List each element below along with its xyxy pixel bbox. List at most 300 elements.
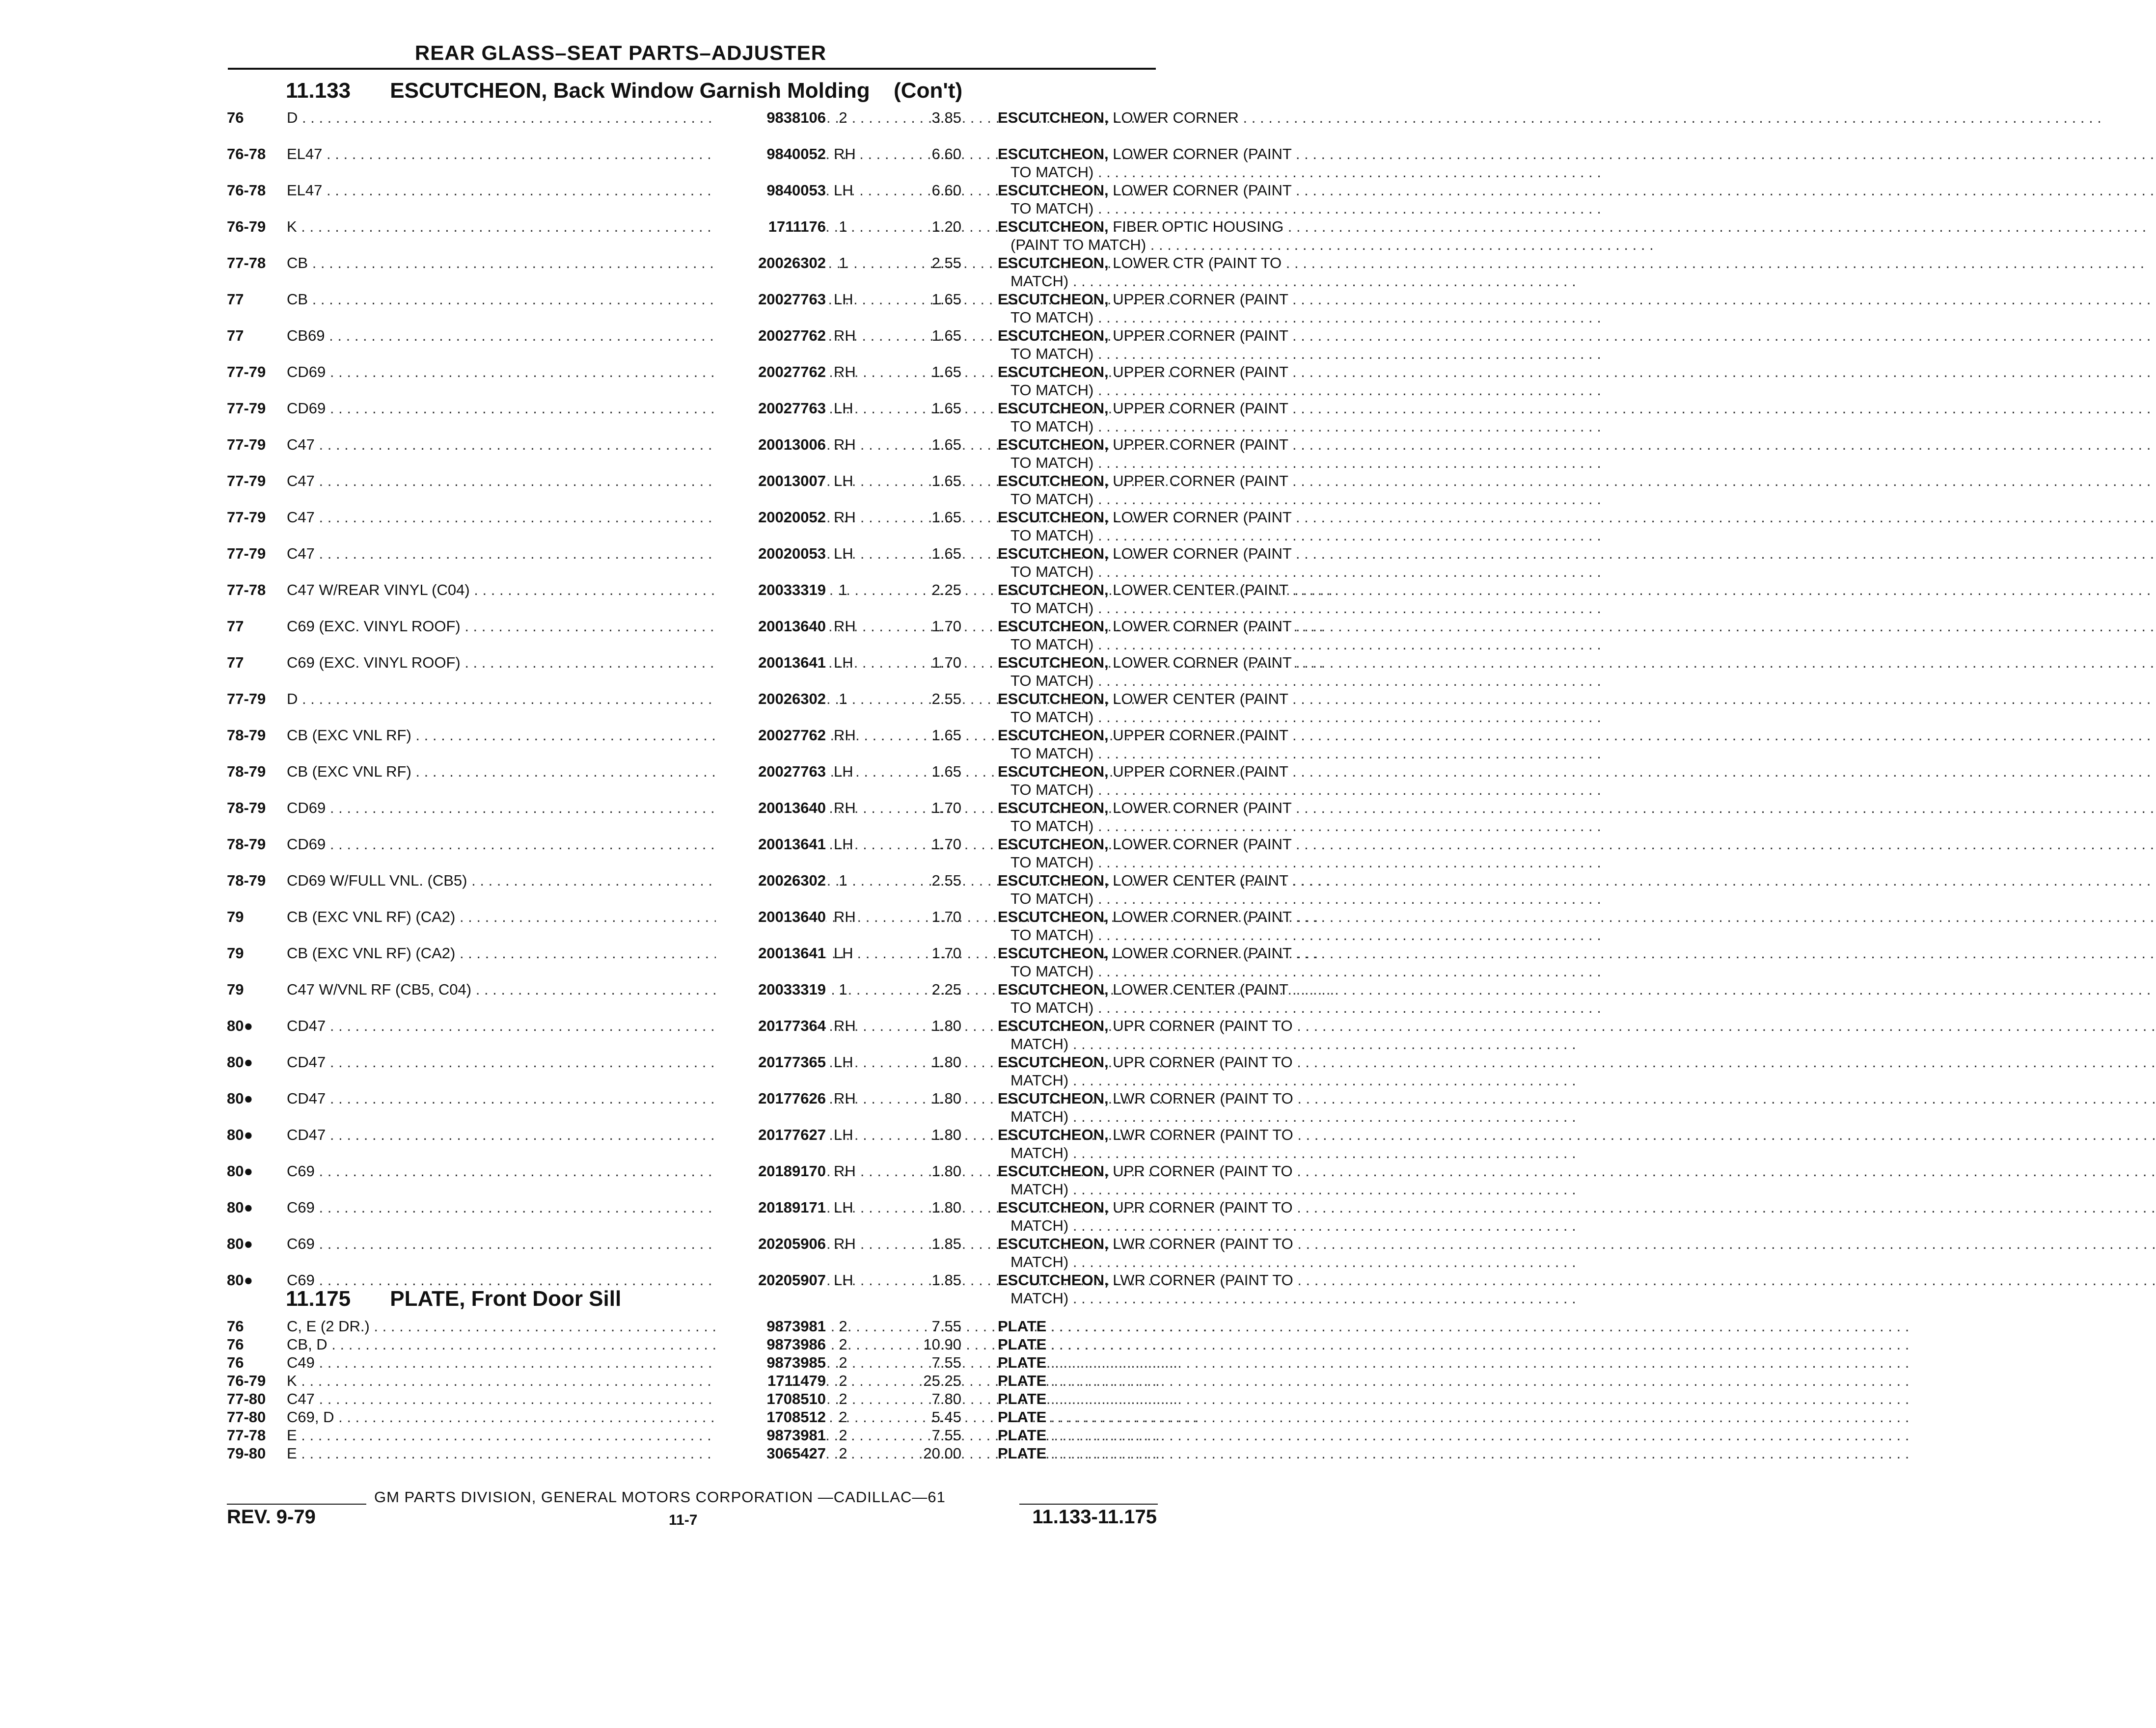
part-name: ESCUTCHEON, xyxy=(998,1235,1109,1252)
part-name: ESCUTCHEON, xyxy=(998,618,1109,635)
price-cell: 1.70 xyxy=(931,654,961,671)
section-heading-bold: PLATE, xyxy=(390,1287,465,1311)
part-name: ESCUTCHEON, xyxy=(998,509,1109,526)
table-row xyxy=(227,109,1239,145)
price-cell: 1.65 xyxy=(931,545,961,562)
part-number-cell: 20026302 xyxy=(716,254,826,272)
part-number-cell: 20177365 xyxy=(716,1053,826,1071)
price-cell: 1.65 xyxy=(931,400,961,417)
part-description-continued: TO MATCH) . . . xyxy=(1010,599,1377,617)
price-cell: 1.65 xyxy=(931,727,961,744)
quantity-cell: 1 xyxy=(839,254,847,271)
model-cell: CB (EXC VNL RF) (CA2) . . . xyxy=(287,945,774,962)
table-row xyxy=(227,254,1282,291)
year-cell: 77-78 xyxy=(227,1427,266,1444)
table-row xyxy=(227,945,1292,981)
quantity-cell: LH xyxy=(834,545,853,562)
part-description: UPR CORNER (PAINT TO xyxy=(1113,1053,1293,1071)
part-description-continued: TO MATCH) . . . xyxy=(1010,745,1377,762)
section-number: 11.175 xyxy=(286,1287,351,1311)
part-description-continued: MATCH) . . . xyxy=(1010,1144,1377,1162)
year-cell: 77-78 xyxy=(227,254,266,271)
part-name: ESCUTCHEON, xyxy=(998,1271,1109,1289)
part-name: PLATE xyxy=(998,1372,1047,1389)
year-cell: 76-79 xyxy=(227,218,266,235)
part-name: PLATE xyxy=(998,1427,1047,1444)
part-number-cell: 20205907 xyxy=(716,1271,826,1289)
table-row xyxy=(227,291,1288,327)
page-title: REAR GLASS–SEAT PARTS–ADJUSTER xyxy=(414,41,827,64)
part-name-cell xyxy=(998,509,1377,526)
quantity-cell: 2 xyxy=(839,109,847,126)
part-number-cell: 20177626 xyxy=(716,1090,826,1107)
part-name-cell xyxy=(998,1372,1377,1390)
year-cell: 77-79 xyxy=(227,509,266,526)
quantity-cell: LH xyxy=(834,1271,853,1289)
year-cell: 76 xyxy=(227,1336,244,1353)
year-cell: 79-80 xyxy=(227,1445,266,1462)
quantity-cell: RH xyxy=(834,1162,856,1180)
price-cell: 2.55 xyxy=(931,254,961,271)
year-cell: 76 xyxy=(227,1318,244,1335)
price-cell: 1.70 xyxy=(931,945,961,962)
part-name-cell xyxy=(998,654,1377,672)
part-description-continued: TO MATCH) . . . xyxy=(1010,854,1377,871)
section-heading-note: (Con't) xyxy=(894,79,963,103)
section-number: 11.133 xyxy=(286,79,351,103)
model-cell: C47 . . . xyxy=(287,1390,774,1408)
price-cell: 1.65 xyxy=(931,363,961,380)
model-cell: C47 W/VNL RF (CB5, C04) . . . xyxy=(287,981,774,999)
part-description: LOWER CORNER (PAINT xyxy=(1113,145,1292,162)
quantity-cell: 1 xyxy=(839,872,847,889)
plate-parts-list xyxy=(227,1318,1160,1463)
part-name-cell xyxy=(998,1017,1377,1035)
model-cell: C69, D . . . xyxy=(287,1408,774,1426)
part-description: UPPER CORNER (PAINT xyxy=(1113,727,1288,744)
price-cell: 1.65 xyxy=(931,436,961,453)
price-cell: 1.20 xyxy=(931,218,961,235)
model-cell: C69 . . . xyxy=(287,1162,774,1180)
part-name: PLATE xyxy=(998,1445,1047,1462)
year-cell: 80● xyxy=(227,1271,253,1289)
part-number-cell: 20027762 xyxy=(716,363,826,381)
part-name: ESCUTCHEON, xyxy=(998,182,1109,199)
part-number-cell: 20177627 xyxy=(716,1126,826,1144)
part-number-cell: 1711479 xyxy=(716,1372,826,1390)
part-description-continued: TO MATCH) . . . xyxy=(1010,708,1377,726)
model-cell: C47 . . . xyxy=(287,436,774,454)
price-cell: 3.85 xyxy=(931,109,961,126)
part-name: ESCUTCHEON, xyxy=(998,1090,1109,1107)
price-cell: 1.85 xyxy=(931,1271,961,1289)
model-cell: C69 . . . xyxy=(287,1199,774,1216)
quantity-cell: RH xyxy=(834,1090,856,1107)
model-cell: CD47 . . . xyxy=(287,1126,774,1144)
part-number-cell: 20013640 xyxy=(716,799,826,817)
year-cell: 77 xyxy=(227,654,244,671)
quantity-cell: 2 xyxy=(839,1408,847,1426)
model-cell: CD47 . . . xyxy=(287,1090,774,1107)
part-number-cell: 20013641 xyxy=(716,836,826,853)
year-cell: 77-78 xyxy=(227,581,266,598)
part-name: ESCUTCHEON, xyxy=(998,218,1109,235)
model-cell: C, E (2 DR.) . . . xyxy=(287,1318,774,1335)
price-cell: 6.60 xyxy=(931,182,961,199)
part-description: LOWER CORNER (PAINT xyxy=(1113,545,1292,562)
part-description-continued: TO MATCH) . . . xyxy=(1010,890,1377,908)
price-cell: 1.65 xyxy=(931,472,961,489)
part-name-cell xyxy=(998,182,1377,199)
part-description: LOWER CORNER (PAINT xyxy=(1113,836,1292,853)
quantity-cell: 2 xyxy=(839,1427,847,1444)
part-description-continued: MATCH) . . . xyxy=(1010,1035,1377,1053)
table-row xyxy=(227,1445,1160,1463)
model-cell: C47 . . . xyxy=(287,509,774,526)
part-number-cell: 9873981 xyxy=(716,1318,826,1335)
part-number-cell: 9840052 xyxy=(716,145,826,163)
part-name: PLATE xyxy=(998,1354,1047,1371)
part-name: ESCUTCHEON, xyxy=(998,436,1109,453)
model-cell: EL47 . . . xyxy=(287,182,774,199)
part-description-continued: (PAINT TO MATCH) . . . xyxy=(1010,236,1377,254)
year-cell: 80● xyxy=(227,1053,253,1071)
table-row xyxy=(227,1162,1293,1199)
part-name-cell xyxy=(998,1427,1377,1444)
part-description: UPR CORNER (PAINT TO xyxy=(1113,1199,1293,1216)
table-row xyxy=(227,1235,1293,1271)
part-name-cell xyxy=(998,436,1377,454)
part-description: LOWER CORNER (PAINT xyxy=(1113,654,1292,671)
part-name-cell xyxy=(998,763,1377,781)
year-cell: 77-80 xyxy=(227,1408,266,1426)
part-description: UPPER CORNER (PAINT xyxy=(1113,436,1288,453)
part-name-cell xyxy=(998,1126,1377,1144)
price-cell: 1.80 xyxy=(931,1090,961,1107)
model-cell: C47 . . . xyxy=(287,472,774,490)
part-number-cell: 20027763 xyxy=(716,291,826,308)
part-name: ESCUTCHEON, xyxy=(998,254,1109,271)
model-cell: CD69 W/FULL VNL. (CB5) . . . xyxy=(287,872,774,890)
price-cell: 1.65 xyxy=(931,763,961,780)
part-number-cell: 1708510 xyxy=(716,1390,826,1408)
year-cell: 77-80 xyxy=(227,1390,266,1407)
part-name: ESCUTCHEON, xyxy=(998,1053,1109,1071)
quantity-cell: 1 xyxy=(839,218,847,235)
part-name: ESCUTCHEON, xyxy=(998,690,1109,707)
quantity-cell: RH xyxy=(834,799,856,816)
part-name-cell xyxy=(998,727,1377,744)
year-cell: 78-79 xyxy=(227,727,266,744)
part-number-cell: 9838106 xyxy=(716,109,826,127)
part-name: ESCUTCHEON, xyxy=(998,109,1109,126)
part-number-cell: 9873986 xyxy=(716,1336,826,1353)
part-description-continued: TO MATCH) . . . xyxy=(1010,563,1377,581)
year-cell: 76 xyxy=(227,1354,244,1371)
year-cell: 80● xyxy=(227,1162,253,1180)
part-name-cell xyxy=(998,581,1377,599)
part-name-cell xyxy=(998,145,1377,163)
part-description-continued: MATCH) . . . xyxy=(1010,1217,1377,1235)
footer-section-range: 11.133-11.175 xyxy=(1032,1506,1157,1528)
price-cell: 1.70 xyxy=(931,908,961,925)
quantity-cell: 2 xyxy=(839,1390,847,1407)
part-name-cell xyxy=(998,1354,1377,1372)
part-description-continued: TO MATCH) . . . xyxy=(1010,999,1377,1017)
part-name-cell xyxy=(998,218,1377,236)
part-name-cell xyxy=(998,363,1377,381)
price-cell: 2.25 xyxy=(931,981,961,998)
part-number-cell: 20013007 xyxy=(716,472,826,490)
part-description: LWR CORNER (PAINT TO xyxy=(1113,1235,1293,1252)
part-name: ESCUTCHEON, xyxy=(998,908,1109,925)
price-cell: 1.80 xyxy=(931,1126,961,1143)
quantity-cell: 1 xyxy=(839,981,847,998)
quantity-cell: RH xyxy=(834,327,856,344)
table-row xyxy=(227,1390,1160,1408)
model-cell: CB (EXC VNL RF) (CA2) . . . xyxy=(287,908,774,926)
quantity-cell: RH xyxy=(834,727,856,744)
part-name: ESCUTCHEON, xyxy=(998,145,1109,162)
section-heading-bold: ESCUTCHEON, xyxy=(390,79,547,103)
table-row xyxy=(227,472,1288,509)
year-cell: 76-79 xyxy=(227,1372,266,1389)
year-cell: 78-79 xyxy=(227,836,266,853)
part-description: LWR CORNER (PAINT TO xyxy=(1113,1090,1293,1107)
part-name: ESCUTCHEON, xyxy=(998,581,1109,598)
footer-page-number: 11-7 xyxy=(669,1512,698,1528)
part-description-continued: TO MATCH) . . . xyxy=(1010,527,1377,544)
year-cell: 77 xyxy=(227,618,244,635)
model-cell: C69 . . . xyxy=(287,1271,774,1289)
price-cell: 6.60 xyxy=(931,145,961,162)
part-number-cell: 20020052 xyxy=(716,509,826,526)
part-name-cell xyxy=(998,690,1377,708)
part-number-cell: 20189171 xyxy=(716,1199,826,1216)
part-name-cell xyxy=(998,1235,1377,1253)
model-cell: CB, D . . . xyxy=(287,1336,774,1353)
year-cell: 79 xyxy=(227,981,244,998)
part-description-continued: TO MATCH) . . . xyxy=(1010,345,1377,363)
part-name-cell xyxy=(998,1408,1377,1426)
part-number-cell: 20033319 xyxy=(716,581,826,599)
table-row xyxy=(227,400,1288,436)
part-description: UPR CORNER (PAINT TO xyxy=(1113,1162,1293,1180)
quantity-cell: 2 xyxy=(839,1336,847,1353)
quantity-cell: RH xyxy=(834,363,856,380)
part-description-continued: TO MATCH) . . . xyxy=(1010,490,1377,508)
part-name-cell xyxy=(998,1271,1377,1289)
part-name-cell xyxy=(998,1053,1377,1071)
part-number-cell: 9873981 xyxy=(716,1427,826,1444)
part-number-cell: 1711176 xyxy=(716,218,826,236)
part-name-cell xyxy=(998,1090,1377,1107)
quantity-cell: 2 xyxy=(839,1318,847,1335)
model-cell: C47 W/REAR VINYL (C04) . . . xyxy=(287,581,774,599)
part-name: PLATE xyxy=(998,1336,1047,1353)
model-cell: C69 (EXC. VINYL ROOF) . . . xyxy=(287,618,774,635)
year-cell: 79 xyxy=(227,908,244,925)
year-cell: 77-79 xyxy=(227,436,266,453)
part-description-continued: MATCH) . . . xyxy=(1010,1181,1377,1198)
model-cell: EL47 . . . xyxy=(287,145,774,163)
part-description-continued: TO MATCH) . . . xyxy=(1010,636,1377,653)
table-row xyxy=(227,1126,1293,1162)
quantity-cell: LH xyxy=(834,1199,853,1216)
part-description-continued: MATCH) . . . xyxy=(1010,272,1377,290)
price-cell: 1.65 xyxy=(931,509,961,526)
part-description-continued: TO MATCH) . . . xyxy=(1010,454,1377,472)
part-name-cell xyxy=(998,945,1377,962)
part-number-cell: 20013641 xyxy=(716,945,826,962)
price-cell: 25.25 xyxy=(923,1372,961,1389)
part-name-cell xyxy=(998,1318,1377,1335)
part-description: UPPER CORNER (PAINT xyxy=(1113,327,1288,344)
price-cell: 1.70 xyxy=(931,618,961,635)
part-description-continued: TO MATCH) . . . xyxy=(1010,926,1377,944)
part-number-cell: 9873985 xyxy=(716,1354,826,1372)
year-cell: 76-78 xyxy=(227,182,266,199)
year-cell: 77 xyxy=(227,327,244,344)
quantity-cell: LH xyxy=(834,654,853,671)
quantity-cell: RH xyxy=(834,1017,856,1034)
part-description: LOWER CORNER (PAINT xyxy=(1113,618,1292,635)
model-cell: K . . . xyxy=(287,218,774,236)
part-description-continued: MATCH) . . . xyxy=(1010,1253,1377,1271)
table-row xyxy=(227,1053,1293,1090)
part-number-cell: 20013006 xyxy=(716,436,826,454)
part-name-cell xyxy=(998,109,1377,127)
part-number-cell: 20026302 xyxy=(716,690,826,708)
part-number-cell: 20027762 xyxy=(716,327,826,345)
table-row xyxy=(227,182,1292,218)
part-name: ESCUTCHEON, xyxy=(998,1199,1109,1216)
part-number-cell: 20013640 xyxy=(716,908,826,926)
quantity-cell: RH xyxy=(834,145,856,162)
price-cell: 1.85 xyxy=(931,1235,961,1252)
part-name: ESCUTCHEON, xyxy=(998,400,1109,417)
quantity-cell: 1 xyxy=(839,581,847,598)
table-row xyxy=(227,872,1288,908)
quantity-cell: RH xyxy=(834,509,856,526)
model-cell: CD69 . . . xyxy=(287,400,774,417)
price-cell: 1.80 xyxy=(931,1017,961,1034)
part-description: UPPER CORNER (PAINT xyxy=(1113,763,1288,780)
model-cell: CB (EXC VNL RF) . . . xyxy=(287,727,774,744)
part-description-continued: TO MATCH) . . . xyxy=(1010,817,1377,835)
part-number-cell: 20205906 xyxy=(716,1235,826,1253)
year-cell: 80● xyxy=(227,1199,253,1216)
price-cell: 2.25 xyxy=(931,581,961,598)
part-name: ESCUTCHEON, xyxy=(998,727,1109,744)
part-description: UPPER CORNER (PAINT xyxy=(1113,363,1288,380)
table-row xyxy=(227,618,1292,654)
year-cell: 77 xyxy=(227,291,244,308)
part-name-cell xyxy=(998,400,1377,417)
price-cell: 7.55 xyxy=(931,1354,961,1371)
part-name-cell xyxy=(998,618,1377,635)
table-row xyxy=(227,908,1292,945)
price-cell: 1.80 xyxy=(931,1053,961,1071)
part-name-cell xyxy=(998,1162,1377,1180)
year-cell: 77-79 xyxy=(227,400,266,417)
part-description: LOWER CORNER (PAINT xyxy=(1113,945,1292,962)
table-row xyxy=(227,1427,1160,1445)
year-cell: 79 xyxy=(227,945,244,962)
part-name: ESCUTCHEON, xyxy=(998,291,1109,308)
year-cell: 77-79 xyxy=(227,690,266,707)
part-description: LOWER CENTER (PAINT xyxy=(1113,872,1288,889)
table-row xyxy=(227,799,1292,836)
model-cell: C69 . . . xyxy=(287,1235,774,1253)
part-description-continued: MATCH) . . . xyxy=(1010,1072,1377,1089)
part-description-continued: MATCH) . . . xyxy=(1010,1290,1377,1307)
part-name-cell xyxy=(998,254,1377,272)
model-cell: D . . . xyxy=(287,109,774,127)
year-cell: 77-79 xyxy=(227,472,266,489)
model-cell: CB69 . . . xyxy=(287,327,774,345)
table-row xyxy=(227,363,1288,400)
quantity-cell: RH xyxy=(834,618,856,635)
part-description: UPPER CORNER (PAINT xyxy=(1113,472,1288,489)
quantity-cell: LH xyxy=(834,472,853,489)
part-name-cell xyxy=(998,1199,1377,1216)
model-cell: CB (EXC VNL RF) . . . xyxy=(287,763,774,781)
part-name-cell xyxy=(998,872,1377,890)
quantity-cell: LH xyxy=(834,400,853,417)
table-row xyxy=(227,1372,1160,1390)
quantity-cell: LH xyxy=(834,1053,853,1071)
year-cell: 77-79 xyxy=(227,545,266,562)
part-description: LOWER CORNER (PAINT xyxy=(1113,908,1292,925)
quantity-cell: LH xyxy=(834,182,853,199)
part-name: ESCUTCHEON, xyxy=(998,836,1109,853)
table-row xyxy=(227,1336,1160,1354)
table-row xyxy=(227,581,1288,618)
part-description: LOWER CORNER xyxy=(1113,109,1239,126)
part-number-cell: 20013641 xyxy=(716,654,826,672)
part-description: LOWER CENTER (PAINT xyxy=(1113,690,1288,707)
part-description-continued: TO MATCH) . . . xyxy=(1010,200,1377,217)
model-cell: CB . . . xyxy=(287,254,774,272)
part-description: LOWER CORNER (PAINT xyxy=(1113,799,1292,816)
part-name: ESCUTCHEON, xyxy=(998,1126,1109,1143)
part-number-cell: 20189170 xyxy=(716,1162,826,1180)
part-number-cell: 9840053 xyxy=(716,182,826,199)
quantity-cell: LH xyxy=(834,945,853,962)
quantity-cell: LH xyxy=(834,836,853,853)
table-row xyxy=(227,1199,1293,1235)
part-number-cell: 20033319 xyxy=(716,981,826,999)
part-name: PLATE xyxy=(998,1318,1047,1335)
model-cell: C69 (EXC. VINYL ROOF) . . . xyxy=(287,654,774,672)
part-number-cell: 20013640 xyxy=(716,618,826,635)
section-heading-plate xyxy=(286,1287,621,1311)
part-number-cell: 20027762 xyxy=(716,727,826,744)
part-description: LOWER CENTER (PAINT xyxy=(1113,981,1288,998)
part-description: UPPER CORNER (PAINT xyxy=(1113,291,1288,308)
table-row xyxy=(227,981,1288,1017)
table-row xyxy=(227,690,1288,727)
model-cell: CD47 . . . xyxy=(287,1053,774,1071)
part-number-cell: 20177364 xyxy=(716,1017,826,1035)
quantity-cell: RH xyxy=(834,908,856,925)
part-name: ESCUTCHEON, xyxy=(998,327,1109,344)
quantity-cell: RH xyxy=(834,436,856,453)
price-cell: 20.00 xyxy=(923,1445,961,1462)
header-rule xyxy=(228,68,1156,70)
quantity-cell: 2 xyxy=(839,1372,847,1389)
